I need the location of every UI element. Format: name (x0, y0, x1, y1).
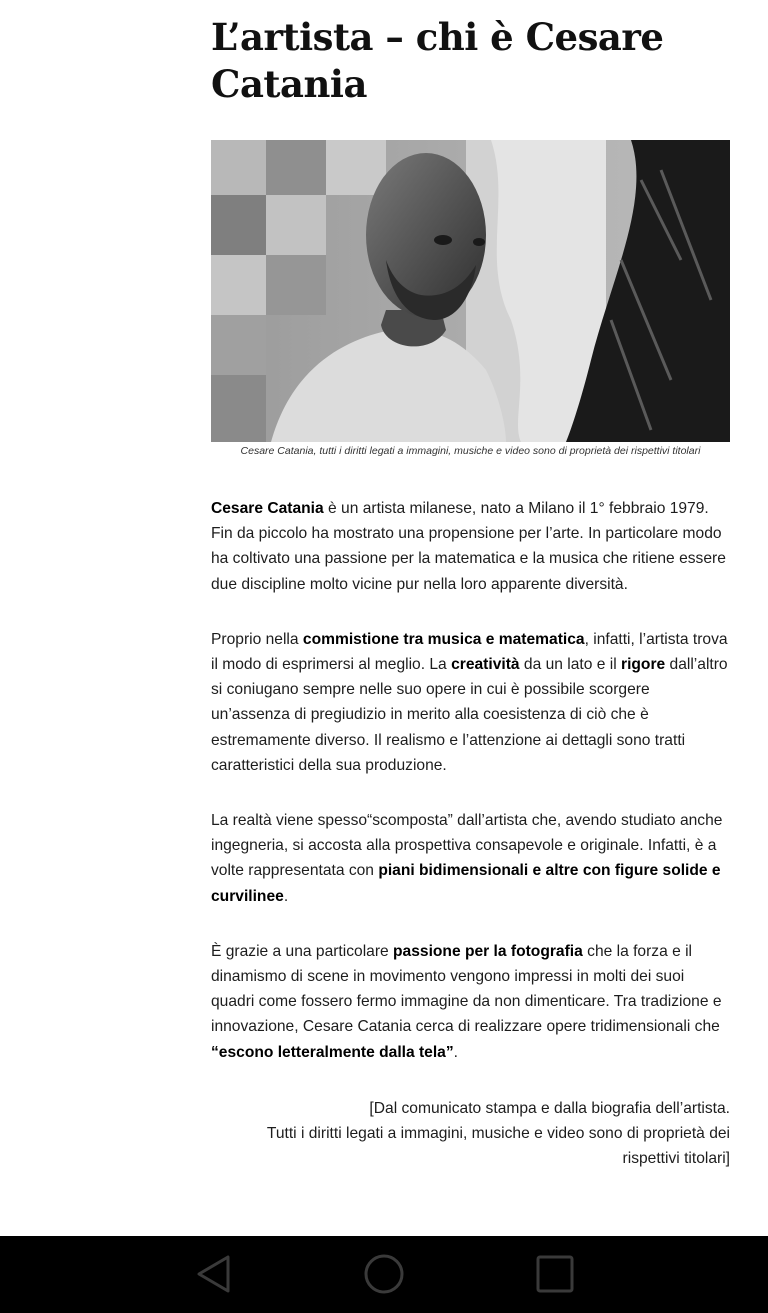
credit-line-1: [Dal comunicato stampa e dalla biografia dell’artista. (369, 1099, 730, 1117)
paragraph-4 (211, 939, 730, 1065)
bold-text: passione per la fotografia (393, 942, 583, 960)
paragraph-text: È grazie a una particolare (211, 942, 394, 960)
paragraph-text: dall’altro si coniugano sempre nelle suo opere in cui è possibile scorgere un’assenza di pregiudizio in merito alla coesistenza di ciò che è estremamente diverso. Il realismo e l’attenzione ai dettagli sono tratti caratteristici della sua produzione. (211, 656, 728, 774)
paragraph-text: che la forza e il dinamismo di scene in movimento vengono impressi in molti dei suoi quadri come fossero fermo immagine da non dimenticare. Tra tradizione e innovazione, Cesare Catania cerca di realizzare opere tridimensionali che (211, 942, 722, 1036)
paragraph-text: . (453, 1043, 458, 1061)
bold-text: piani bidimensionali e altre con figure solide e curvilinee (211, 862, 721, 905)
paragraph-3 (211, 808, 730, 909)
paragraph-text: . (283, 887, 289, 905)
bold-text: rigore (621, 656, 666, 674)
article-figure (211, 140, 730, 458)
paragraph-2 (211, 627, 730, 778)
paragraph-text: da un lato e il (519, 656, 621, 674)
paragraph-text: La realtà viene spesso“scomposta” dall’artista che, avendo studiato anche ingegneria, si accosta alla prospettiva consapevole e originale. Infatti, è a volte rappresentata con (211, 812, 723, 880)
system-nav-bar (0, 1236, 768, 1313)
title-line-2: Catania (211, 62, 367, 106)
article (211, 14, 730, 1171)
bold-text: creatività (451, 656, 520, 674)
recents-square-icon[interactable] (535, 1254, 575, 1294)
bold-text: “escono letteralmente dalla tela” (211, 1043, 454, 1061)
credit-note (211, 1096, 730, 1172)
paragraph-text: è un artista milanese, nato a Milano il 1° febbraio 1979. Fin da piccolo ha mostrato una propensione per l’arte. In particolare modo ha coltivato una passione per la matematica e la musica che ritiene essere due discipline molto vicine pur nella loro apparente diversità. (211, 500, 726, 593)
artist-portrait-photo[interactable] (211, 140, 730, 442)
title-line-1: L’artista – chi è Cesare (211, 15, 664, 59)
paragraph-text: Proprio nella (211, 630, 303, 648)
back-triangle-icon[interactable] (194, 1254, 234, 1294)
home-circle-icon[interactable] (364, 1254, 404, 1294)
photo-caption: Cesare Catania, tutti i diritti legati a immagini, musiche e video sono di proprietà dei rispettivi titolari (240, 445, 701, 457)
article-title (211, 14, 730, 108)
credit-line-2: Tutti i diritti legati a immagini, musiche e video sono di proprietà dei rispettivi titolari] (266, 1125, 730, 1168)
paragraph-text: , infatti, l’artista trova il modo di esprimersi al meglio. La (211, 630, 728, 674)
bold-text: commistione tra musica e matematica (302, 630, 585, 648)
paragraph-1 (211, 496, 730, 597)
bold-artist-name: Cesare Catania (211, 500, 324, 517)
